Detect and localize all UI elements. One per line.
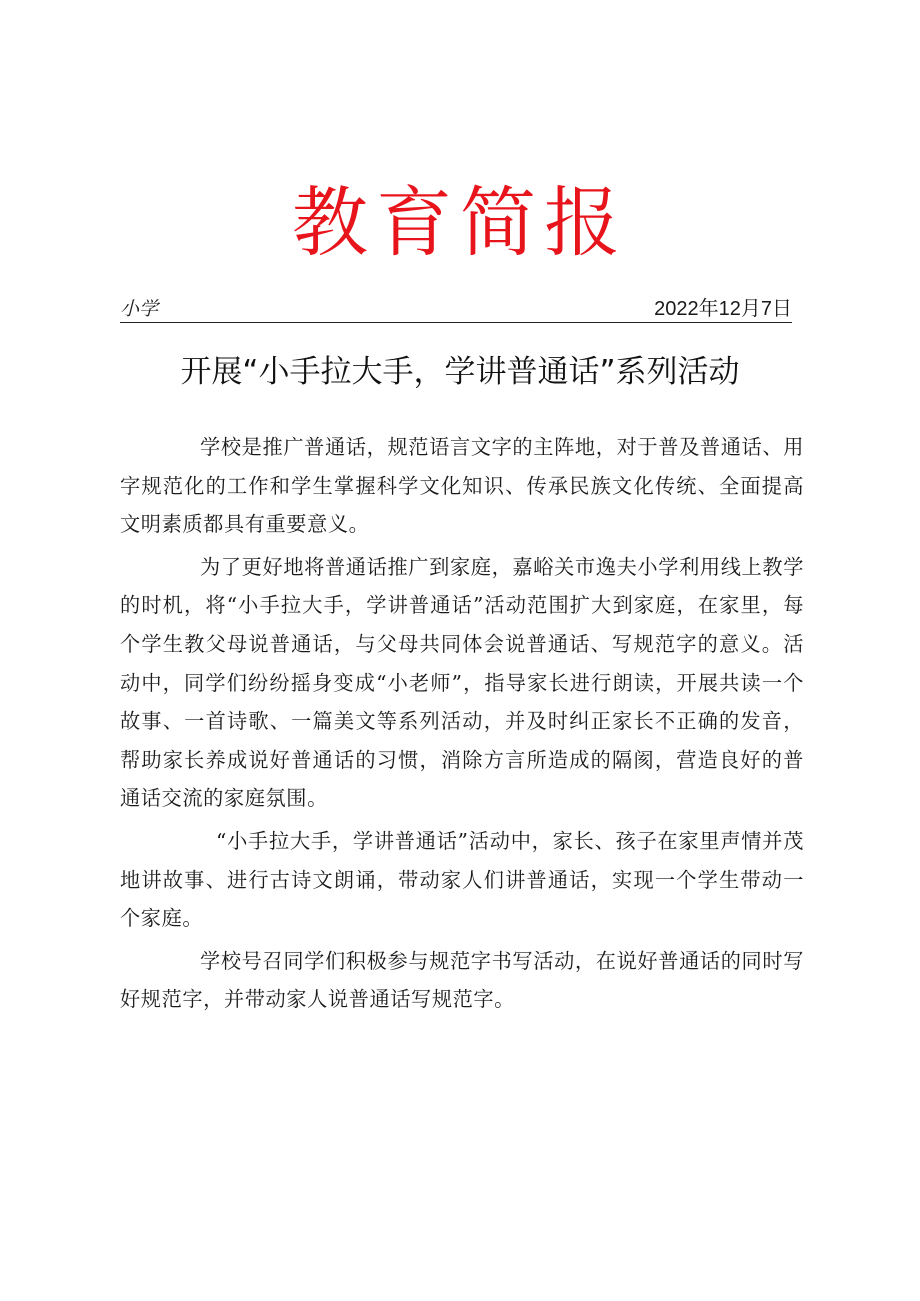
article-body	[120, 428, 804, 1023]
issue-info-line	[120, 296, 792, 323]
article-paragraph: 学校是推广普通话，规范语言文字的主阵地，对于普及普通话、用字规范化的工作和学生掌握科学文化知识、传承民族文化传统、全面提高文明素质都具有重要意义。	[120, 435, 804, 537]
issue-date: 2022年12月7日	[654, 298, 792, 320]
article-paragraph: “小手拉大手，学讲普通话”活动中，家长、孩子在家里声情并茂地讲故事、进行古诗文朗诵，带动家人们讲普通话，实现一个学生带动一个家庭。	[120, 828, 804, 931]
article-paragraph: 为了更好地将普通话推广到家庭，嘉峪关市逸夫小学利用线上教学的时机，将“小手拉大手，学讲普通话”活动范围扩大到家庭，在家里，每个学生教父母说普通话，与父母共同体会说普通话、写规范字的意义。活动中，同学们纷纷摇身变成“小老师”，指导家长进行朗读，开展共读一个故事、一首诗歌、一篇美文等系列活动，并及时纠正家长不正确的发音，帮助家长养成说好普通话的习惯，消除方言所造成的隔阂，营造良好的普通话交流的家庭氛围。	[120, 554, 804, 811]
school-name: 小学	[120, 298, 159, 320]
article-paragraph: 学校号召同学们积极参与规范字书写活动，在说好普通话的同时写好规范字，并带动家人说普通话写规范字。	[120, 948, 804, 1012]
article-title: 开展“小手拉大手，学讲普通话”系列活动	[180, 354, 740, 390]
masthead-title: 教育简报	[292, 178, 628, 267]
